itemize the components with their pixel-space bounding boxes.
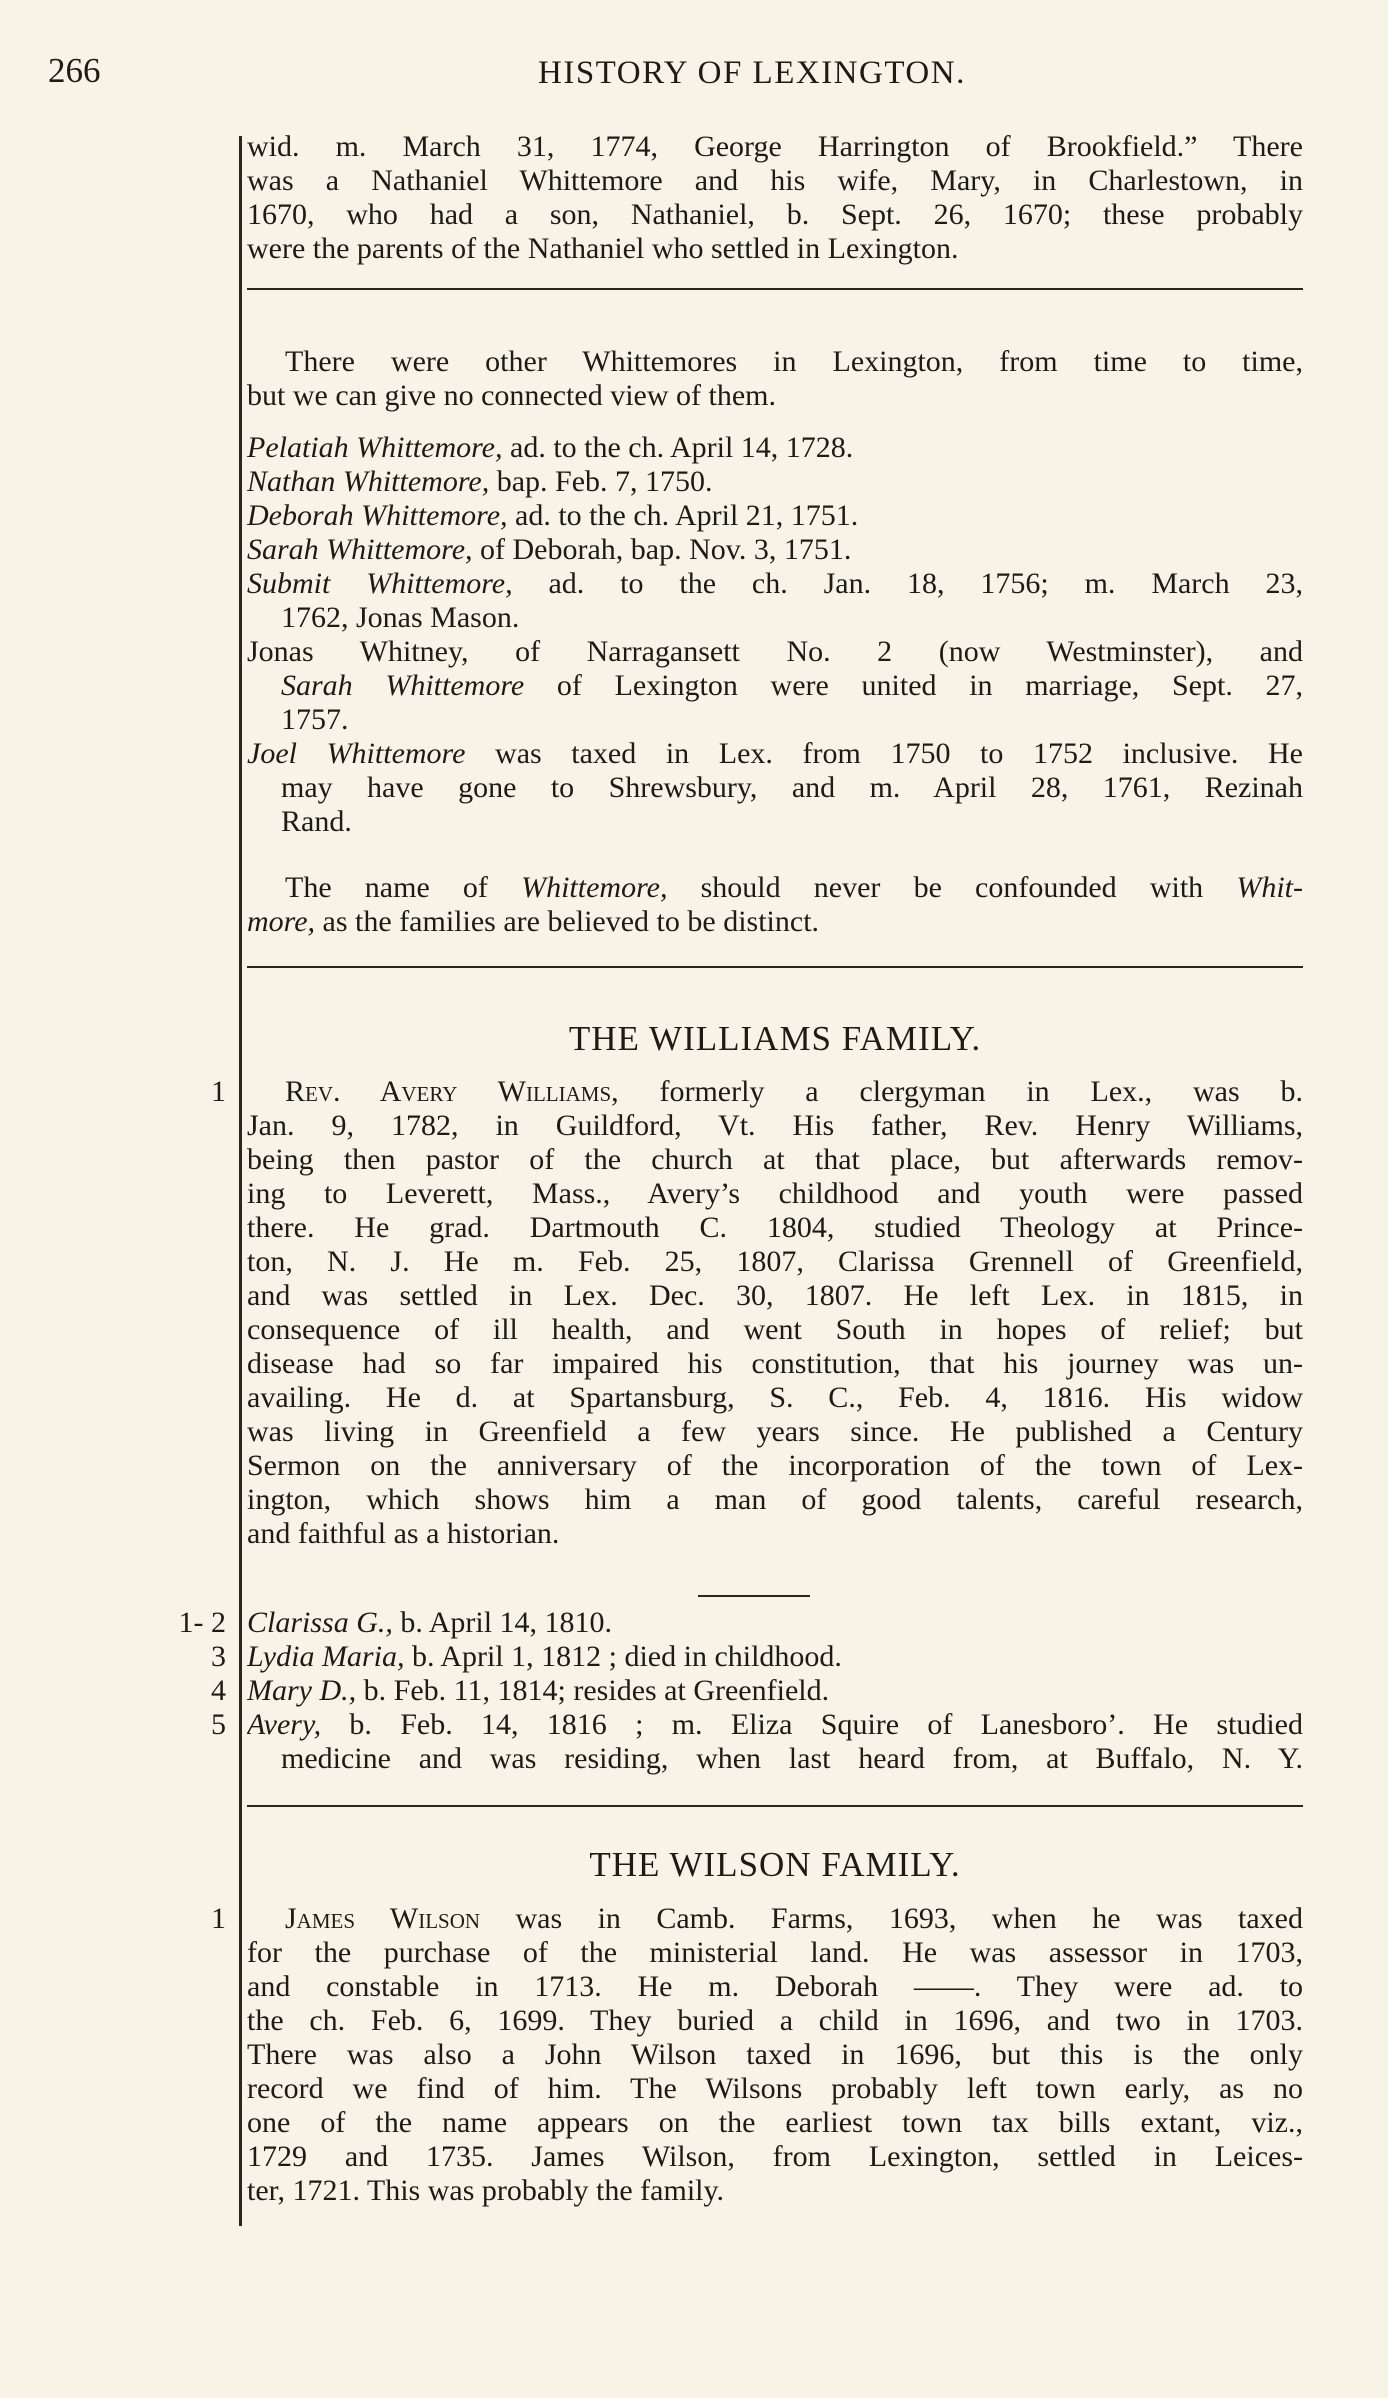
text-line: Jan. 9, 1782, in Guildford, Vt. His father, Rev. Henry Williams, bbox=[247, 1109, 1303, 1142]
page-number: 266 bbox=[48, 51, 101, 90]
continued-paragraph bbox=[247, 130, 1303, 266]
distinction-note bbox=[247, 871, 1303, 939]
person-name: Sarah Whittemore, bbox=[247, 533, 473, 566]
text-line: ter, 1721. This was probably the family. bbox=[247, 2174, 725, 2207]
text-line: for the purchase of the ministerial land. He was assessor in 1703, bbox=[247, 1936, 1303, 1969]
other-whittemores-section bbox=[247, 345, 1303, 413]
text-line: ington, which shows him a man of good talents, careful research, bbox=[247, 1483, 1303, 1516]
list-item: Mary D., b. Feb. 11, 1814; resides at Greenfield. bbox=[247, 1674, 830, 1707]
text-line: there. He grad. Dartmouth C. 1804, studied Theology at Prince- bbox=[247, 1211, 1303, 1244]
section-heading: THE WILLIAMS FAMILY. bbox=[568, 1019, 982, 1058]
person-name: Lydia Maria, bbox=[247, 1640, 405, 1673]
section-divider bbox=[247, 288, 1303, 290]
williams-paragraph bbox=[247, 1075, 1303, 1551]
person-name: Clarissa G., bbox=[247, 1606, 393, 1639]
text-line: may have gone to Shrewsbury, and m. April 28, 1761, Rezinah bbox=[281, 771, 1303, 804]
text-line: availing. He d. at Spartansburg, S. C., Feb. 4, 1816. His widow bbox=[247, 1381, 1303, 1414]
person-name: Rev. Avery Williams, bbox=[285, 1075, 619, 1108]
text-line: more, as the families are believed to be distinct. bbox=[247, 905, 820, 938]
list-item-continuation: 1762, Jonas Mason. bbox=[281, 601, 520, 634]
text-line: were the parents of the Nathaniel who settled in Lexington. bbox=[247, 232, 959, 265]
text-line: Rand. bbox=[281, 805, 352, 838]
genealogy-number: 5 bbox=[211, 1708, 226, 1741]
text-line: Sarah Whittemore of Lexington were united in marriage, Sept. 27, bbox=[281, 669, 1303, 702]
list-item: Avery, b. Feb. 14, 1816 ; m. Eliza Squire of Lanesboro’. He studied bbox=[247, 1708, 1303, 1741]
list-item-continuation: medicine and was residing, when last heard from, at Buffalo, N. Y. bbox=[281, 1742, 1303, 1775]
text-line: There were other Whittemores in Lexington, from time to time, bbox=[285, 345, 1303, 378]
list-item: Deborah Whittemore, ad. to the ch. April 21, 1751. bbox=[247, 499, 859, 532]
text-line: one of the name appears on the earliest town tax bills extant, viz., bbox=[247, 2106, 1303, 2139]
list-item: Lydia Maria, b. April 1, 1812 ; died in childhood. bbox=[247, 1640, 842, 1673]
person-name: Mary D., bbox=[247, 1674, 357, 1707]
person-name: Avery, bbox=[247, 1708, 322, 1741]
text-line: Joel Whittemore was taxed in Lex. from 1750 to 1752 inclusive. He bbox=[247, 737, 1303, 770]
williams-children bbox=[247, 1606, 1303, 1776]
genealogy-number: 1 bbox=[211, 1902, 226, 1935]
text-line: ton, N. J. He m. Feb. 25, 1807, Clarissa Grennell of Greenfield, bbox=[247, 1245, 1303, 1278]
text-line: being then pastor of the church at that place, but afterwards remov- bbox=[247, 1143, 1303, 1176]
text-line: but we can give no connected view of them. bbox=[247, 379, 776, 412]
list-item: Nathan Whittemore, bap. Feb. 7, 1750. bbox=[247, 465, 713, 498]
wilson-paragraph bbox=[247, 1902, 1303, 2208]
list-item: Pelatiah Whittemore, ad. to the ch. April 14, 1728. bbox=[247, 431, 854, 464]
text-line: was living in Greenfield a few years since. He published a Century bbox=[247, 1415, 1303, 1448]
text-line: and constable in 1713. He m. Deborah ——. They were ad. to bbox=[247, 1970, 1303, 2003]
text-line: The name of Whittemore, should never be confounded with Whit- bbox=[285, 871, 1303, 904]
list-item: Clarissa G., b. April 14, 1810. bbox=[247, 1606, 613, 1639]
text-line: was a Nathaniel Whittemore and his wife, Mary, in Charlestown, in bbox=[247, 164, 1303, 197]
text-line: the ch. Feb. 6, 1699. They buried a child in 1696, and two in 1703. bbox=[247, 2004, 1303, 2037]
genealogy-number: 3 bbox=[211, 1640, 226, 1673]
text-line: ing to Leverett, Mass., Avery’s childhood and youth were passed bbox=[247, 1177, 1303, 1210]
genealogy-number: 1 bbox=[211, 1075, 226, 1108]
person-name: Nathan Whittemore, bbox=[247, 465, 490, 498]
text-line: and was settled in Lex. Dec. 30, 1807. He left Lex. in 1815, in bbox=[247, 1279, 1303, 1312]
text-line: James Wilson was in Camb. Farms, 1693, when he was taxed bbox=[285, 1902, 1303, 1935]
section-heading: THE WILSON FAMILY. bbox=[589, 1845, 961, 1884]
genealogy-number: 1- 2 bbox=[178, 1606, 226, 1639]
list-item: Submit Whittemore, ad. to the ch. Jan. 18, 1756; m. March 23, bbox=[247, 567, 1303, 600]
short-divider bbox=[698, 1595, 810, 1597]
text-line: record we find of him. The Wilsons probably left town early, as no bbox=[247, 2072, 1303, 2105]
text-line: Sermon on the anniversary of the incorporation of the town of Lex- bbox=[247, 1449, 1303, 1482]
person-name: Pelatiah Whittemore, bbox=[247, 431, 503, 464]
text-line: Jonas Whitney, of Narragansett No. 2 (now Westminster), and bbox=[247, 635, 1303, 668]
text-line: 1729 and 1735. James Wilson, from Lexington, settled in Leices- bbox=[247, 2140, 1303, 2173]
text-line: There was also a John Wilson taxed in 1696, but this is the only bbox=[247, 2038, 1303, 2071]
whittemore-entries bbox=[247, 431, 1303, 839]
margin-rule bbox=[239, 136, 242, 2226]
person-name: Joel Whittemore bbox=[247, 737, 466, 770]
person-name: Sarah Whittemore bbox=[281, 669, 525, 702]
text-line: consequence of ill health, and went South in hopes of relief; but bbox=[247, 1313, 1303, 1346]
text-line: Rev. Avery Williams, formerly a clergyman in Lex., was b. bbox=[285, 1075, 1303, 1108]
text-line: and faithful as a historian. bbox=[247, 1517, 560, 1550]
text-line: disease had so far impaired his constitution, that his journey was un- bbox=[247, 1347, 1303, 1380]
section-divider bbox=[247, 1805, 1303, 1807]
running-title: HISTORY OF LEXINGTON. bbox=[538, 55, 966, 91]
person-name: Deborah Whittemore, bbox=[247, 499, 508, 532]
person-name: Submit Whittemore, bbox=[247, 567, 513, 600]
person-name: James Wilson bbox=[285, 1902, 481, 1935]
text-line: 1757. bbox=[281, 703, 349, 736]
genealogy-number: 4 bbox=[211, 1674, 226, 1707]
list-item: Sarah Whittemore, of Deborah, bap. Nov. 3, 1751. bbox=[247, 533, 852, 566]
section-divider bbox=[247, 966, 1303, 968]
text-line: 1670, who had a son, Nathaniel, b. Sept. 26, 1670; these probably bbox=[247, 198, 1303, 231]
text-line: wid. m. March 31, 1774, George Harrington of Brookfield.” There bbox=[247, 130, 1303, 163]
